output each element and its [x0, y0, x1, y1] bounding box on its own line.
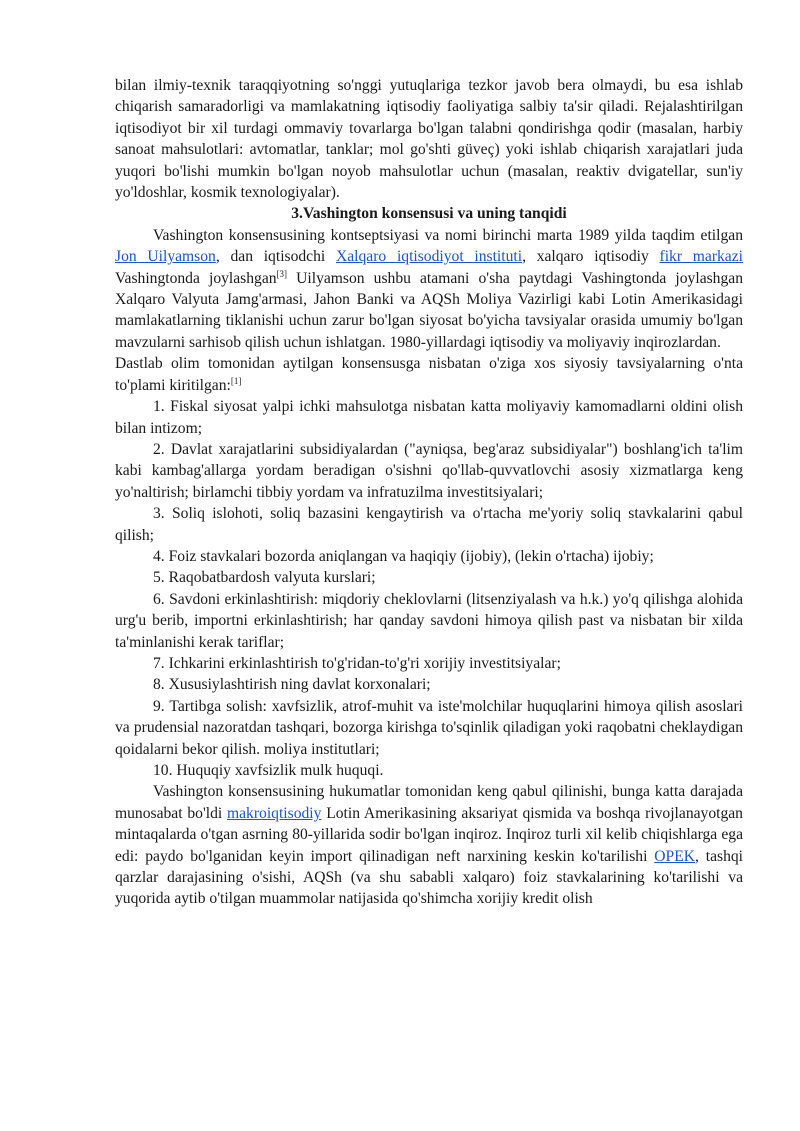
list-item: 9. Tartibga solish: xavfsizlik, atrof-muhit va iste'molchilar huquqlarini himoya qilish asoslari va prudensial nazoratdan tashqari, bozorga kirishga to'sqinlik qiladigan yoki raqobatni cheklaydigan qoidalarni bekor qilish. moliya institutlari; [115, 697, 743, 758]
link-opek[interactable]: OPEK [654, 847, 695, 865]
footnote-ref[interactable]: [1] [230, 375, 242, 386]
list-item: 8. Xususiylashtirish ning davlat korxonalari; [153, 676, 431, 694]
link-think-tank[interactable]: fikr markazi [659, 248, 743, 266]
footnote-ref[interactable]: [3] [276, 268, 288, 279]
text-fragment: Dastlab olim tomonidan aytilgan konsensusga nisbatan o'ziga xos siyosiy tavsiyalarning o'nta to'plami kiritilgan: [115, 355, 743, 394]
text-fragment: Lotin Amerikasining aksariyat qismida va boshqa rivojlanayotgan mintaqalarda o'tgan asrning 80-yillarida sodir bo'lgan inqiroz. Inqiroz turli xil kelib chiqishlarga ega edi: paydo bo'lganidan keyin import qilinadigan neft narxining keskin ko'tarilishi [115, 804, 743, 865]
list-item: 3. Soliq islohoti, soliq bazasini kengaytirish va o'rtacha me'yoriy soliq stavkalarini qabul qilish; [115, 505, 743, 544]
section-heading: 3.Vashington konsensusi va uning tanqidi [291, 205, 567, 223]
text-fragment: , xalqaro iqtisodiy [522, 248, 660, 266]
link-makroiqtisodiy[interactable]: makroiqtisodiy [227, 804, 322, 822]
text-fragment: Vashingtonda joylashgan [115, 269, 277, 287]
text-fragment: Uilyamson ushbu atamani o'sha paytdagi Vashingtonda joylashgan Xalqaro Valyuta Jamg'armasi, Jahon Banki va AQSh Moliya Vazirligi kabi Lotin Amerikasidagi mamlakatlarning tiklanishi uchun zarur bo'lgan siyosat bo'yicha tavsiyalar orasida umumiy bo'lgan mavzularni sarhisob qilish uchun ishlatgan. 1980-yillardagi iqtisodiy va moliyaviy inqirozlardan. [115, 269, 743, 351]
list-item: 2. Davlat xarajatlarini subsidiyalardan ("ayniqsa, beg'araz subsidiyalar") boshlang'ich ta'lim kabi kambag'allarga yordam beradigan o'sishni qo'llab-quvvatlovchi asosiy xizmatlarga keng yo'naltirish; birlamchi tibbiy yordam va infratuzilma investitsiyalari; [115, 440, 743, 501]
paragraph-washington-origin [115, 225, 743, 353]
list-item: 10. Huquqiy xavfsizlik mulk huquqi. [153, 762, 384, 779]
text-fragment: Vashington konsensusining kontseptsiyasi va nomi birinchi marta 1989 yilda taqdim etilgan [153, 226, 743, 244]
text-fragment: Vashington konsensusining hukumatlar tomonidan keng qabul qilinishi, bunga katta darajada munosabat bo'ldi [115, 783, 743, 822]
list-item: 1. Fiskal siyosat yalpi ichki mahsulotga nisbatan katta moliyaviy kamomadlarni oldini olish bilan intizom; [115, 398, 743, 437]
paragraph-adoption [115, 781, 743, 909]
paragraph-ten-recommendations [115, 353, 743, 396]
link-institute[interactable]: Xalqaro iqtisodiyot instituti [335, 248, 523, 266]
link-jon-uilyamson[interactable]: Jon Uilyamson [115, 248, 216, 266]
list-item: 6. Savdoni erkinlashtirish: miqdoriy cheklovlarni (litsenziyalash va h.k.) yo'q qilishga alohida urg'u berib, importni erkinlashtirish; har qanday savdoni himoya qilish past va nisbatan bir xilda ta'minlanishi kerak tariflar; [115, 590, 743, 651]
text-fragment: , dan iqtisodchi [215, 248, 336, 266]
list-item: 7. Ichkarini erkinlashtirish to'g'ridan-to'g'ri xorijiy investitsiyalar; [153, 654, 561, 672]
list-item: 5. Raqobatbardosh valyuta kurslari; [153, 569, 376, 587]
text-fragment: , tashqi qarzlar darajasining o'sishi, AQSh (va shu sababli xalqaro) foiz stavkalarining ko'tarilishi va yuqorida aytib o'tilgan muammolar natijasida qo'shimcha xorijiy kredit olish [115, 847, 743, 908]
list-item: 4. Foiz stavkalari bozorda aniqlangan va haqiqiy (ijobiy), (lekin o'rtacha) ijobiy; [153, 547, 654, 565]
intro-paragraph: bilan ilmiy-texnik taraqqiyotning so'nggi yutuqlariga tezkor javob bera olmaydi, bu esa ishlab chiqarish samaradorligi va mamlakatning iqtisodiy faoliyatiga salbiy ta'sir qiladi. Rejalashtirilgan iqtisodiyot bir xil turdagi ommaviy tovarlarga bo'lgan talabni qondirishga qodir (masalan, harbiy sanoat mahsulotlari: avtomatlar, tanklar; mol go'shti güveç) yoki ishlab chiqarish xarajatlari juda yuqori bo'lishi mumkin bo'lgan noyob mahsulotlar uchun (masalan, reaktiv dvigatellar, sun'iy yo'ldoshlar, kosmik texnologiyalar). [115, 77, 743, 202]
